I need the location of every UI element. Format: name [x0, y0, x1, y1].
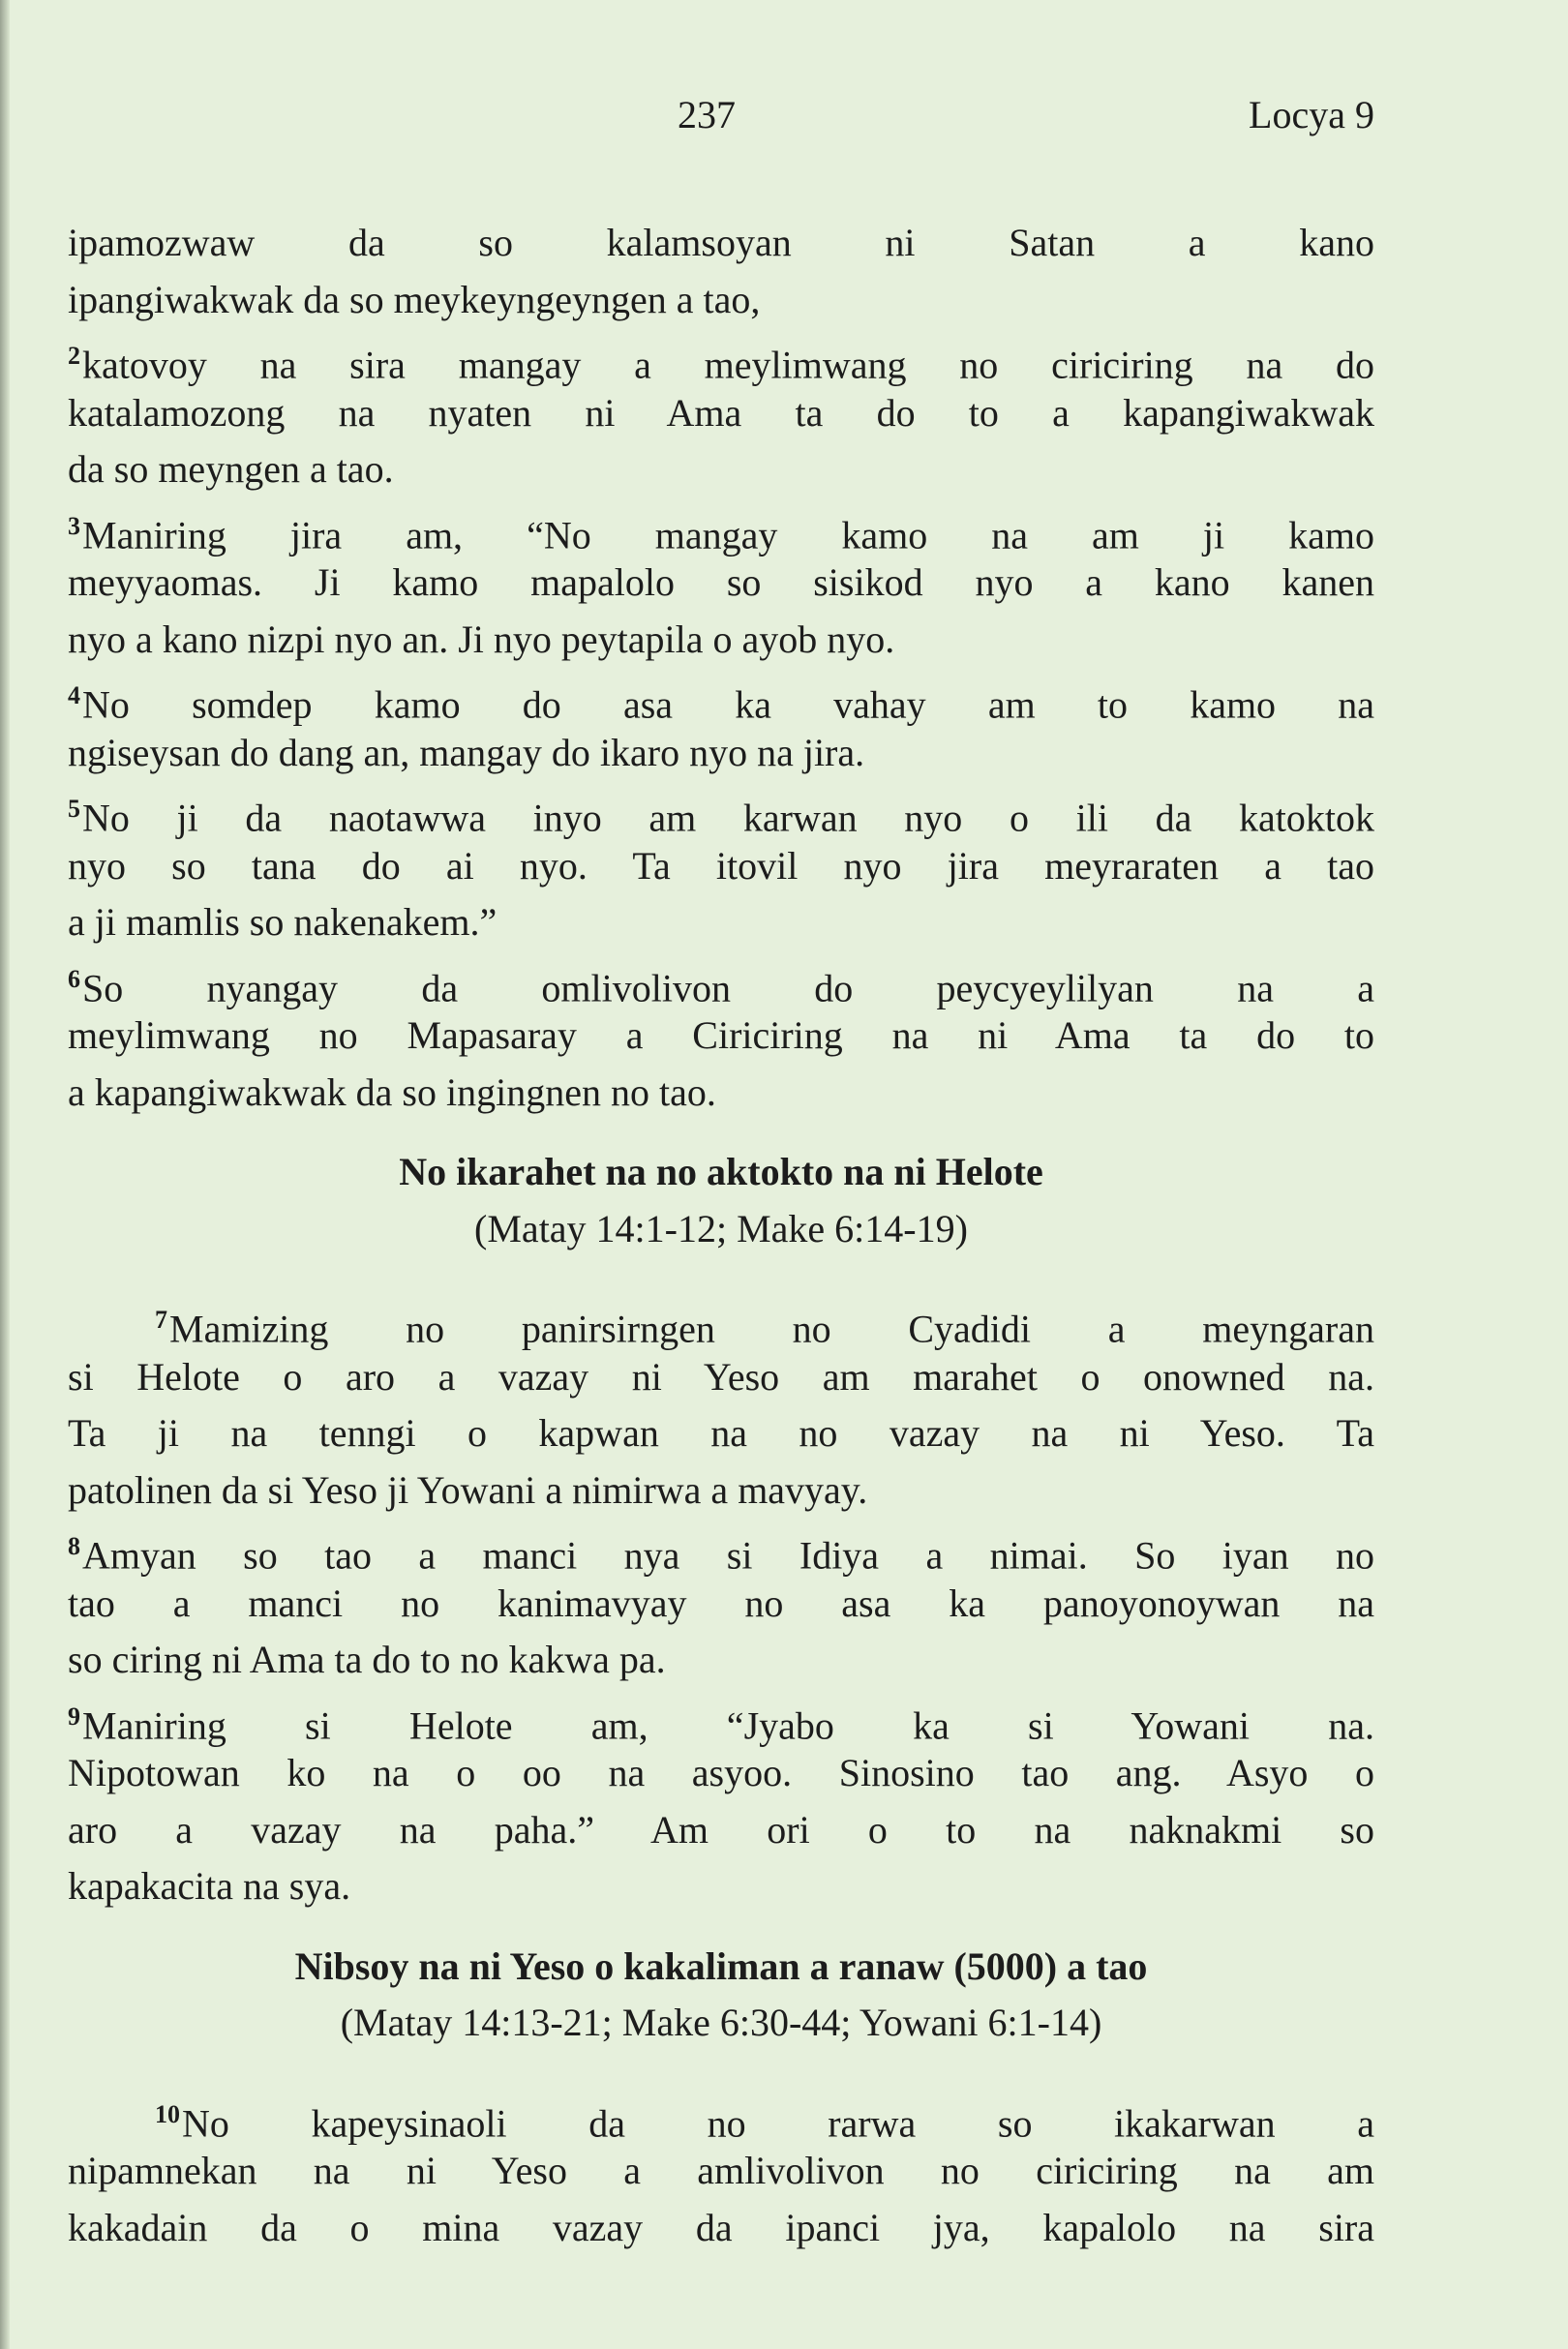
text-line: nyo a kano nizpi nyo an. Ji nyo peytapila o ayob nyo.	[68, 617, 895, 661]
verse-number: 10	[155, 2099, 180, 2128]
section-reference: (Matay 14:1-12; Make 6:14-19)	[474, 1206, 968, 1250]
text-line: so ciring ni Ama ta do to no kakwa pa.	[68, 1638, 666, 1681]
verse-number: 2	[68, 342, 80, 370]
verse-number: 9	[68, 1702, 80, 1731]
text-line: ngiseysan do dang an, mangay do ikaro nyo na jira.	[68, 730, 865, 774]
text-line: ipamozwaw da so kalamsoyan ni Satan a kano	[68, 221, 1374, 264]
running-title: Locya 9	[1249, 93, 1374, 136]
text-line: meyyaomas. Ji kamo mapalolo so sisikod nyo a kano kanen	[68, 560, 1374, 604]
text-line: Nipotowan ko na o oo na asyoo. Sinosino tao ang. Asyo o	[68, 1751, 1374, 1794]
verse-number: 3	[68, 511, 80, 540]
page-header	[68, 92, 1374, 150]
text-line: da so meyngen a tao.	[68, 447, 394, 491]
verse-number: 7	[155, 1306, 167, 1334]
text-line: tao a manci no kanimavyay no asa ka panoyonoywan na	[68, 1581, 1374, 1625]
text-line: a kapangiwakwak da so ingingnen no tao.	[68, 1069, 716, 1114]
verse-10-line: $^{10}$No kapeysinaoli da no rarwa so ikakarwan a	[155, 2099, 1374, 2145]
verse-2-line: $^2$katovoy na sira mangay a meylimwang no ciriciring na do	[68, 342, 1374, 387]
text-line: si Helote o aro a vazay ni Yeso am marahet o onowned na.	[68, 1354, 1374, 1399]
text-line: kapakacita na sya.	[68, 1864, 351, 1908]
text-line: kakadain da o mina vazay da ipanci jya, kapalolo na sira	[68, 2205, 1374, 2249]
verse-number: 8	[68, 1532, 80, 1560]
text-line: aro a vazay na paha.” Am ori o to na naknakmi so	[68, 1807, 1374, 1852]
verse-number: 4	[68, 681, 80, 709]
section-heading: No ikarahet na no aktokto na ni Helote	[399, 1150, 1043, 1193]
body-text	[68, 215, 1374, 2256]
text-line: katalamozong na nyaten ni Ama ta do to a kapangiwakwak	[68, 390, 1374, 435]
text-line: meylimwang no Mapasaray a Ciriciring na ni Ama ta do to	[68, 1013, 1374, 1057]
text-line: a ji mamlis so nakenakem.”	[68, 900, 498, 944]
page-number: 237	[678, 93, 736, 136]
verse-number: 5	[68, 795, 80, 823]
text-line: Ta ji na tenngi o kapwan na no vazay na ni Yeso. Ta	[68, 1411, 1374, 1455]
text-line: patolinen da si Yeso ji Yowani a nimirwa a mavyay.	[68, 1467, 868, 1512]
text-line: ipangiwakwak da so meykeyngeyngen a tao,	[68, 277, 761, 321]
verse-5-line: $^5$No ji da naotawwa inyo am karwan nyo o ili da katoktok	[68, 795, 1374, 840]
verse-3-line: $^3$Maniring jira am, “No mangay kamo na am ji kamo	[68, 511, 1374, 557]
verse-9-line: $^9$Maniring si Helote am, “Jyabo ka si Yowani na.	[68, 1702, 1374, 1747]
verse-4-line: $^4$No somdep kamo do asa ka vahay am to kamo na	[68, 681, 1374, 727]
verse-8-line: $^8$Amyan so tao a manci nya si Idiya a nimai. So iyan no	[68, 1532, 1374, 1578]
verse-number: 6	[68, 964, 80, 993]
page-binding-edge	[0, 0, 10, 2349]
text-line: nyo so tana do ai nyo. Ta itovil nyo jira meyraraten a tao	[68, 843, 1374, 888]
verse-6-line: $^6$So nyangay da omlivolivon do peycyeylilyan na a	[68, 964, 1374, 1009]
verse-7-line: $^7$Mamizing no panirsirngen no Cyadidi a meyngaran	[155, 1306, 1374, 1351]
text-line: nipamnekan na ni Yeso a amlivolivon no ciriciring na am	[68, 2149, 1374, 2192]
section-heading: Nibsoy na ni Yeso o kakaliman a ranaw (5000) a tao	[294, 1943, 1148, 1988]
section-reference: (Matay 14:13-21; Make 6:30-44; Yowani 6:1-14)	[340, 2001, 1102, 2044]
